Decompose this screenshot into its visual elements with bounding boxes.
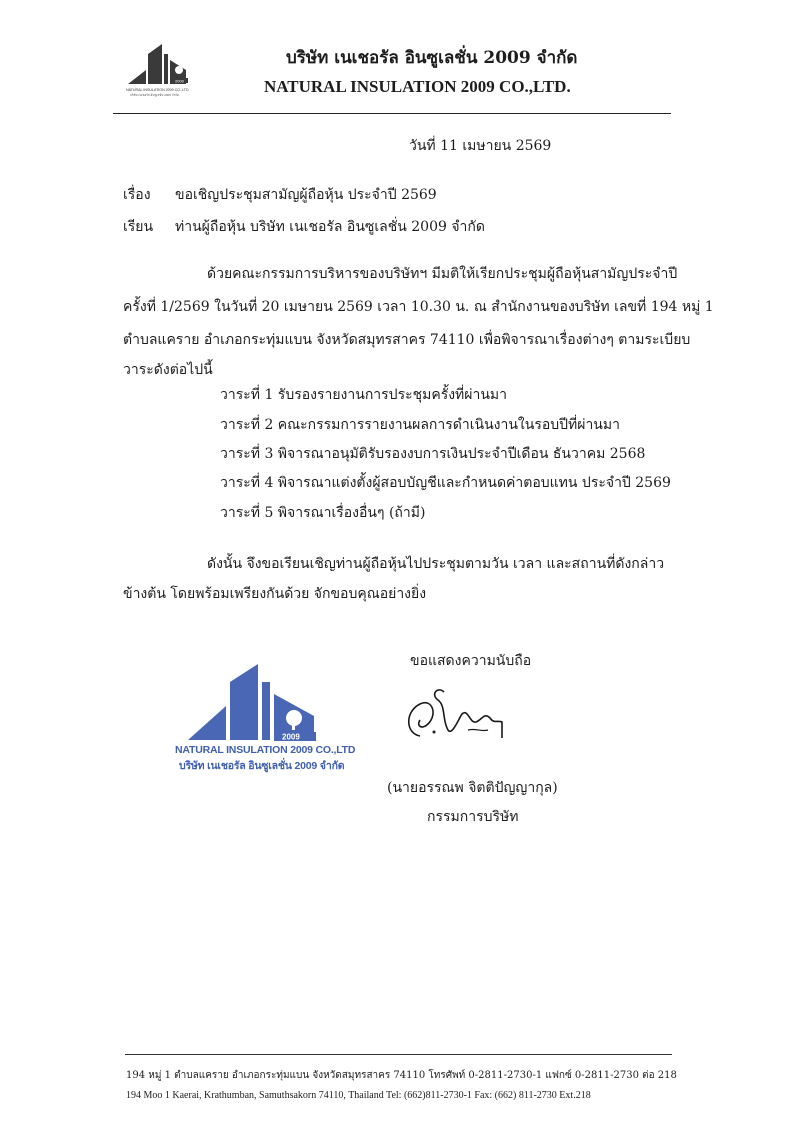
company-name-en: NATURAL INSULATION 2009 CO.,LTD. [264, 77, 571, 96]
agenda-item: วาระที่ 2 คณะกรรมการรายงานผลการดำเนินงานในรอบปีที่ผ่านมา [220, 417, 620, 433]
footer-address-en: 194 Moo 1 Kaerai, Krathumban, Samuthsakorn 74110, Thailand Tel: (662)811-2730-1 Fax: (662) 811-2730 Ext.218 [126, 1090, 591, 1101]
stamp-company-th: บริษัท เนเชอรัล อินซูเลชั่น 2009 จำกัด [179, 760, 345, 772]
agenda-item: วาระที่ 4 พิจารณาแต่งตั้งผู้สอบบัญชีและกำหนดค่าตอบแทน ประจำปี 2569 [220, 475, 671, 491]
body-line: ข้างต้น โดยพร้อมเพรียงกันด้วย จักขอบคุณอย่างยิ่ง [123, 586, 427, 602]
company-name-th: บริษัท เนเชอรัล อินซูเลชั่น 2009 จำกัด [286, 48, 578, 68]
document-date: วันที่ 11 เมษายน 2569 [409, 138, 552, 154]
body-line: ครั้งที่ 1/2569 ในวันที่ 20 เมษายน 2569 เวลา 10.30 น. ณ สำนักงานของบริษัท เลขที่ 194 หมู่ 1 [123, 299, 714, 315]
stamp-company-en: NATURAL INSULATION 2009 CO.,LTD [175, 744, 356, 756]
signature [398, 684, 528, 750]
agenda-item: วาระที่ 5 พิจารณาเรื่องอื่นๆ (ถ้ามี) [220, 505, 426, 521]
recipient-label: เรียน [123, 219, 154, 235]
body-line: ด้วยคณะกรรมการบริหารของบริษัทฯ มีมติให้เรียกประชุมผู้ถือหุ้นสามัญประจำปี [207, 266, 678, 282]
subject-label: เรื่อง [123, 187, 151, 203]
svg-text:2009: 2009 [175, 78, 184, 84]
body-line: ตำบลแคราย อำเภอกระทุ่มแบน จังหวัดสมุทรสาคร 74110 เพื่อพิจารณาเรื่องต่างๆ ตามระเบียบ [123, 332, 691, 348]
closing-text: ขอแสดงความนับถือ [410, 653, 532, 669]
header-divider [113, 113, 671, 114]
svg-text:บริษัท เนเชอรัล อินซูเลชั่น 20: บริษัท เนเชอรัล อินซูเลชั่น 2009 จำกัด [130, 93, 179, 97]
signer-title: กรรมการบริษัท [427, 809, 519, 825]
agenda-item: วาระที่ 1 รับรองรายงานการประชุมครั้งที่ผ่านมา [220, 387, 508, 403]
svg-text:2009: 2009 [282, 732, 300, 742]
footer-address-th: 194 หมู่ 1 ตำบลแคราย อำเภอกระทุ่มแบน จังหวัดสมุทรสาคร 74110 โทรศัพท์ 0-2811-2730-1 แฟกซ์ 0-2811-2730 ต่อ 218 [126, 1070, 677, 1081]
footer-divider [125, 1054, 672, 1055]
company-logo [124, 40, 198, 98]
subject-text: ขอเชิญประชุมสามัญผู้ถือหุ้น ประจำปี 2569 [175, 187, 437, 203]
body-line: วาระดังต่อไปนี้ [123, 362, 213, 378]
body-line: ดังนั้น จึงขอเรียนเชิญท่านผู้ถือหุ้นไปประชุมตามวัน เวลา และสถานที่ดังกล่าว [207, 556, 665, 572]
agenda-item: วาระที่ 3 พิจารณาอนุมัติรับรองงบการเงินประจำปีเดือน ธันวาคม 2568 [220, 446, 646, 462]
recipient-text: ท่านผู้ถือหุ้น บริษัท เนเชอรัล อินซูเลชั่น 2009 จำกัด [175, 219, 485, 235]
svg-text:NATURAL INSULATION 2009 CO.,LT: NATURAL INSULATION 2009 CO.,LTD [126, 88, 189, 92]
signer-name: (นายอรรณพ จิตติปัญญากุล) [387, 780, 558, 796]
